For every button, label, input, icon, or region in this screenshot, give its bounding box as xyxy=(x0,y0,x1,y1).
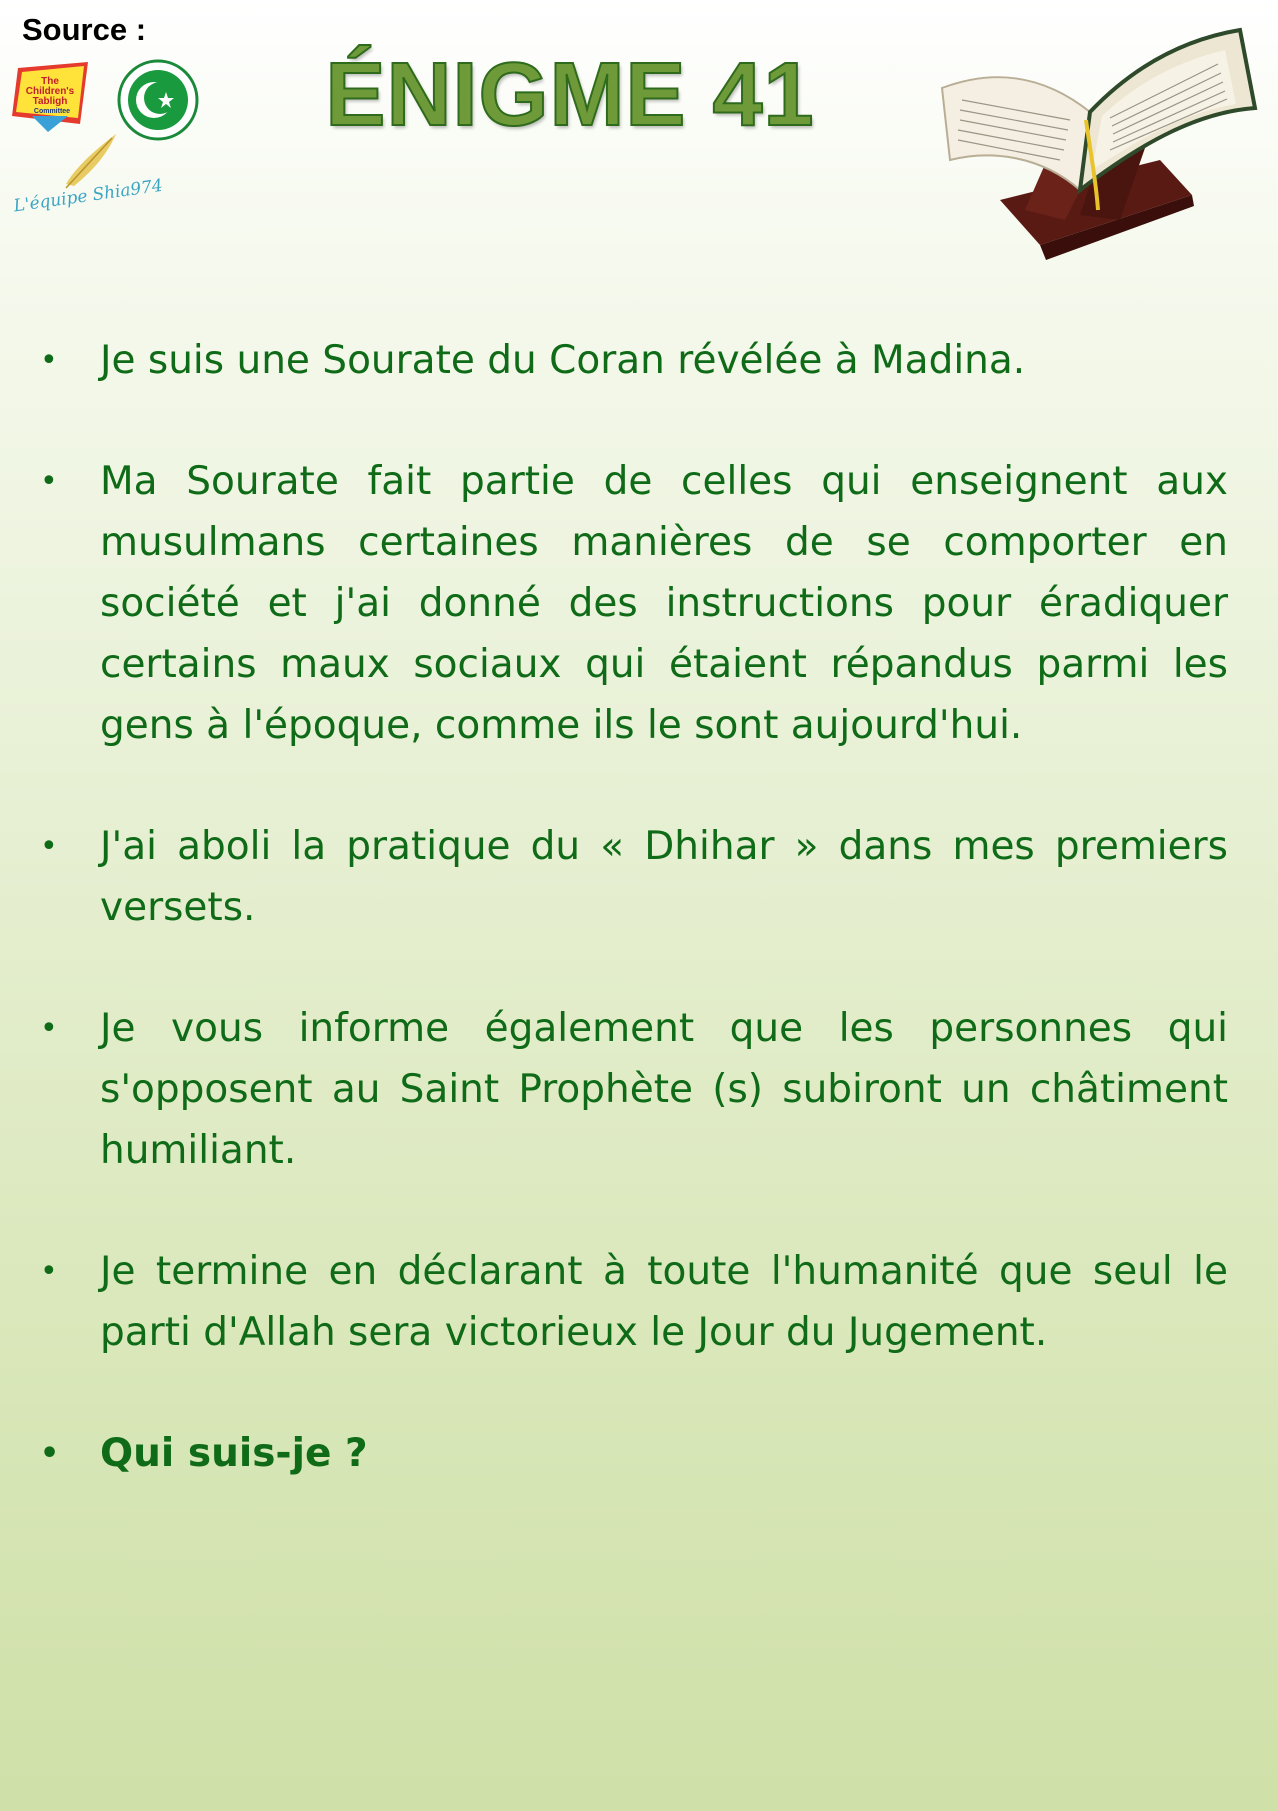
bullet-icon: • xyxy=(40,829,58,864)
source-label: Source : xyxy=(22,12,147,47)
bullet-icon: • xyxy=(40,1011,58,1046)
question-text: Qui suis-je ? xyxy=(100,1431,368,1476)
clue-text: Je termine en déclarant à toute l'humanité que seul le parti d'Allah sera victorieux le Jour du Jugement. xyxy=(100,1249,1228,1355)
clue-list xyxy=(40,330,1228,1544)
bullet-icon: • xyxy=(40,343,58,378)
clue-item xyxy=(40,1241,1228,1363)
page-title: ÉNIGME 41 xyxy=(325,45,815,145)
clue-text: J'ai aboli la pratique du « Dhihar » dans mes premiers versets. xyxy=(100,824,1228,930)
clue-item xyxy=(40,451,1228,756)
team-signature: L'équipe Shia974 xyxy=(12,175,165,216)
quran-on-stand-icon xyxy=(930,20,1260,260)
clue-text: Ma Sourate fait partie de celles qui enseignent aux musulmans certaines manières de se comporter en société et j'ai donné des instructions pour éradiquer certains maux sociaux qui étaient répandus parmi les gens à l'époque, comme ils le sont aujourd'hui. xyxy=(100,459,1228,748)
question-item xyxy=(40,1423,1228,1484)
bullet-icon: • xyxy=(40,1436,60,1471)
bullet-icon: • xyxy=(40,464,58,499)
clue-text: Je suis une Sourate du Coran révélée à Madina. xyxy=(100,338,1026,383)
bullet-icon: • xyxy=(40,1254,58,1289)
svg-text:The: The xyxy=(41,76,59,87)
svg-text:Tabligh: Tabligh xyxy=(32,96,68,107)
clue-item xyxy=(40,998,1228,1181)
svg-text:Committee: Committee xyxy=(33,108,71,115)
svg-text:Children's: Children's xyxy=(25,86,75,97)
clue-text: Je vous informe également que les personnes qui s'opposent au Saint Prophète (s) subiront un châtiment humiliant. xyxy=(100,1006,1228,1173)
clue-item xyxy=(40,816,1228,938)
clue-item xyxy=(40,330,1228,391)
